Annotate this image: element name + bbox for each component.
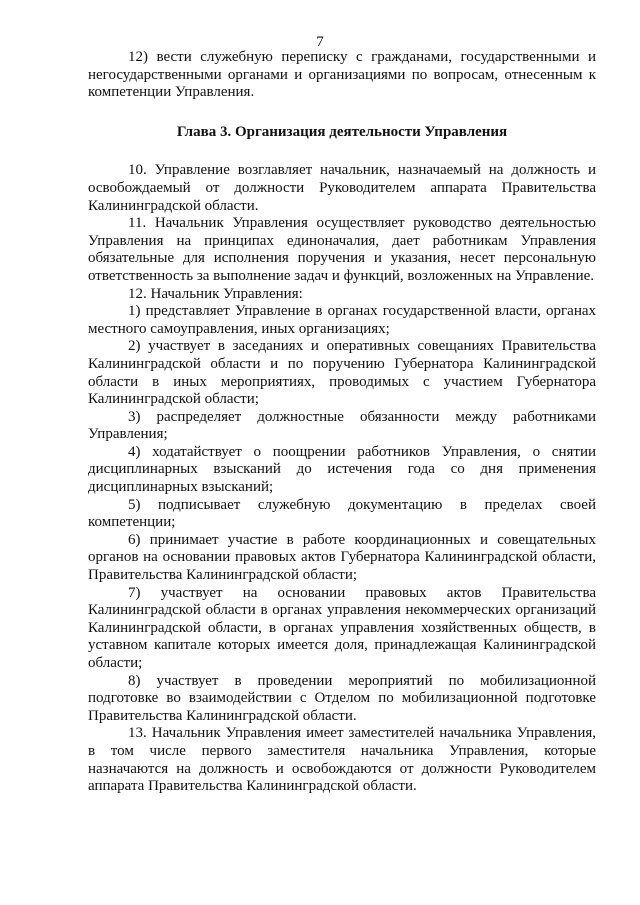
list-item-8: 8) участвует в проведении мероприятий по мобилизационной подготовке во взаимодействии с Отделом по мобилизационной подготовке Правительства Калининградской области.	[88, 672, 596, 724]
page-number: 7	[316, 34, 324, 50]
paragraph-12: 12. Начальник Управления:	[128, 285, 303, 302]
list-item-3: 3) распределяет должностные обязанности между работниками Управления;	[88, 408, 596, 443]
paragraph-item-12-correspondence: 12) вести служебную переписку с гражданами, государственными и негосударственными органами и организациями по вопросам, отнесенным к компетенции Управления.	[88, 49, 596, 101]
paragraph-10: 10. Управление возглавляет начальник, назначаемый на должность и освобождаемый от должности Руководителем аппарата Правительства Калининградской области.	[88, 162, 596, 214]
list-item-4: 4) ходатайствует о поощрении работников Управления, о снятии дисциплинарных взысканий до истечения года со дня применения дисциплинарных взысканий;	[88, 443, 596, 496]
list-item-1: 1) представляет Управление в органах государственной власти, органах местного самоуправления, иных организациях;	[88, 303, 596, 337]
list-item-6: 6) принимает участие в работе координационных и совещательных органов на основании правовых актов Губернатора Калининградской области, Правительства Калининградской области;	[88, 531, 596, 584]
list-item-5: 5) подписывает служебную документацию в пределах своей компетенции;	[88, 496, 596, 531]
paragraph-11: 11. Начальник Управления осуществляет руководство деятельностью Управления на принципах единоначалия, дает работникам Управления обязательные для исполнения поручения и указания, несет персональную ответственность за выполнение задач и функций, возложенных на Управление.	[88, 215, 596, 284]
paragraph-13: 13. Начальник Управления имеет заместителей начальника Управления, в том числе первого заместителя начальника Управления, которые назначаются на должность и освобождаются от должности Руководителем аппарата Правительства Калининградской области.	[88, 725, 596, 795]
document-body	[88, 49, 596, 796]
chapter-heading: Глава 3. Организация деятельности Управления	[176, 123, 508, 140]
list-item-2: 2) участвует в заседаниях и оперативных совещаниях Правительства Калининградской области и по поручению Губернатора Калининградской области в иных мероприятиях, проводимых с участием Губернатора Калининградской области;	[88, 338, 596, 408]
list-item-7: 7) участвует на основании правовых актов Правительства Калининградской области в органах управления некоммерческих организаций Калининградской области, в органах управления хозяйственных обществ, в уставном капитале которых имеется доля, принадлежащая Калининградской области;	[88, 584, 596, 671]
